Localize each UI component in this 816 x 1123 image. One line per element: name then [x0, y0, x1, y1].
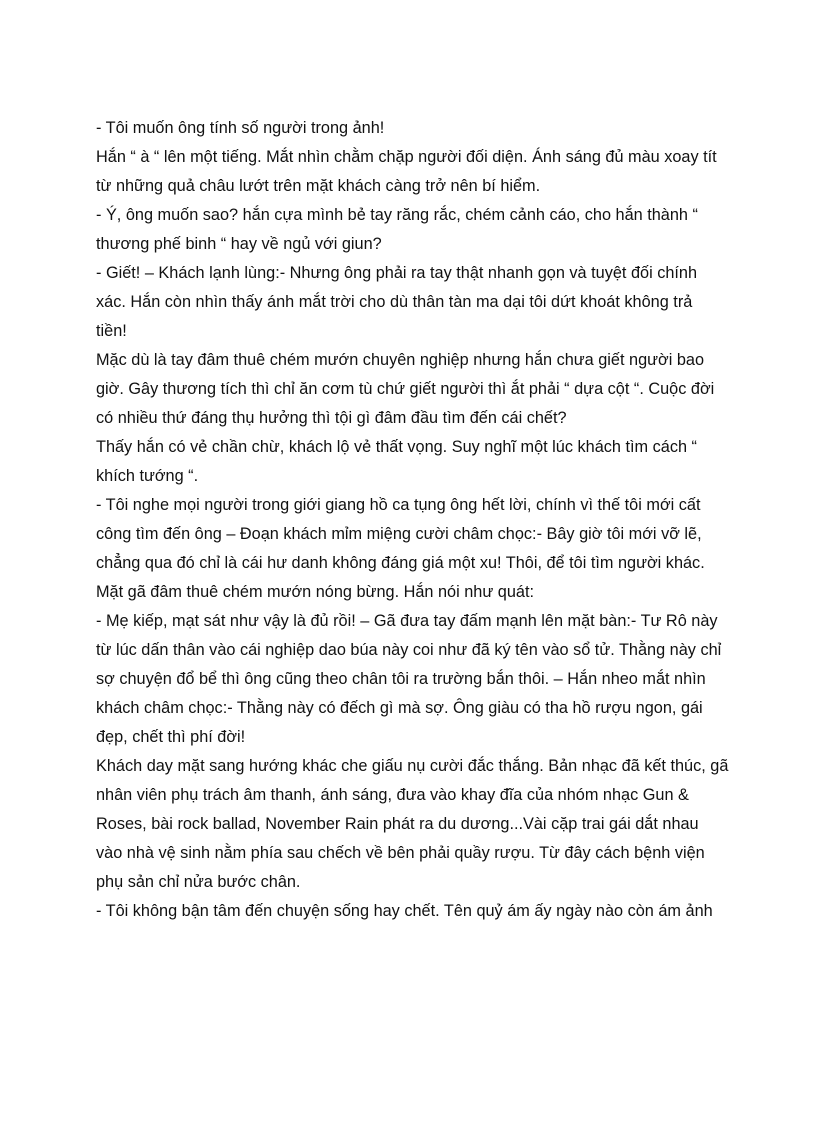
body-text: [96, 114, 736, 926]
text-line: Thấy hắn có vẻ chần chừ, khách lộ vẻ thất vọng. Suy nghĩ một lúc khách tìm cách “: [96, 438, 697, 456]
text-line: - Ý, ông muốn sao? hắn cựa mình bẻ tay răng rắc, chém cảnh cáo, cho hắn thành “: [96, 206, 698, 224]
text-line: tiền!: [96, 322, 127, 340]
text-line: Hắn “ à “ lên một tiếng. Mắt nhìn chằm chặp người đối diện. Ánh sáng đủ màu xoay tít: [96, 148, 717, 166]
text-line: phụ sản chỉ nửa bước chân.: [96, 873, 301, 891]
text-line: nhân viên phụ trách âm thanh, ánh sáng, đưa vào khay đĩa của nhóm nhạc Gun &: [96, 786, 689, 804]
text-line: giờ. Gây thương tích thì chỉ ăn cơm tù chứ giết người thì ắt phải “ dựa cột “. Cuộc đời: [96, 380, 715, 398]
text-line: xác. Hắn còn nhìn thấy ánh mắt trời cho dù thân tàn ma dại tôi dứt khoát không trả: [96, 293, 693, 311]
text-line: chẳng qua đó chỉ là cái hư danh không đáng giá một xu! Thôi, để tôi tìm người khác.: [96, 554, 705, 572]
text-line: khách châm chọc:- Thằng này có đếch gì mà sợ. Ông giàu có tha hồ rượu ngon, gái: [96, 699, 703, 717]
text-line: Mặt gã đâm thuê chém mướn nóng bừng. Hắn nói như quát:: [96, 583, 534, 601]
text-line: có nhiều thứ đáng thụ hưởng thì tội gì đâm đầu tìm đến cái chết?: [96, 409, 567, 427]
text-line: - Tôi không bận tâm đến chuyện sống hay chết. Tên quỷ ám ấy ngày nào còn ám ảnh: [96, 902, 713, 920]
text-line: - Mẹ kiếp, mạt sát như vậy là đủ rồi! – Gã đưa tay đấm mạnh lên mặt bàn:- Tư Rô này: [96, 612, 718, 630]
text-line: khích tướng “.: [96, 467, 199, 485]
text-line: Mặc dù là tay đâm thuê chém mướn chuyên nghiệp nhưng hắn chưa giết người bao: [96, 351, 705, 369]
text-line: vào nhà vệ sinh nằm phía sau chếch về bên phải quầy rượu. Từ đây cách bệnh viện: [96, 844, 705, 862]
text-line: Roses, bài rock ballad, November Rain phát ra du dương...Vài cặp trai gái dắt nhau: [96, 815, 699, 833]
text-line: từ những quả châu lướt trên mặt khách càng trở nên bí hiểm.: [96, 177, 541, 195]
text-line: Khách day mặt sang hướng khác che giấu nụ cười đắc thắng. Bản nhạc đã kết thúc, gã: [96, 757, 729, 775]
text-line: - Tôi nghe mọi người trong giới giang hồ ca tụng ông hết lời, chính vì thế tôi mới cất: [96, 496, 701, 514]
text-line: - Giết! – Khách lạnh lùng:- Nhưng ông phải ra tay thật nhanh gọn và tuyệt đối chính: [96, 264, 698, 282]
text-line: sợ chuyện đổ bể thì ông cũng theo chân tôi ra trường bắn thôi. – Hắn nheo mắt nhìn: [96, 670, 706, 688]
text-line: đẹp, chết thì phí đời!: [96, 728, 246, 746]
text-line: công tìm đến ông – Đoạn khách mỉm miệng cười châm chọc:- Bây giờ tôi mới vỡ lẽ,: [96, 525, 702, 543]
text-line: thương phế binh “ hay về ngủ với giun?: [96, 235, 382, 253]
text-line: từ lúc dấn thân vào cái nghiệp dao búa này coi như đã ký tên vào sổ tử. Thằng này chỉ: [96, 641, 722, 659]
text-line: - Tôi muốn ông tính số người trong ảnh!: [96, 119, 385, 137]
